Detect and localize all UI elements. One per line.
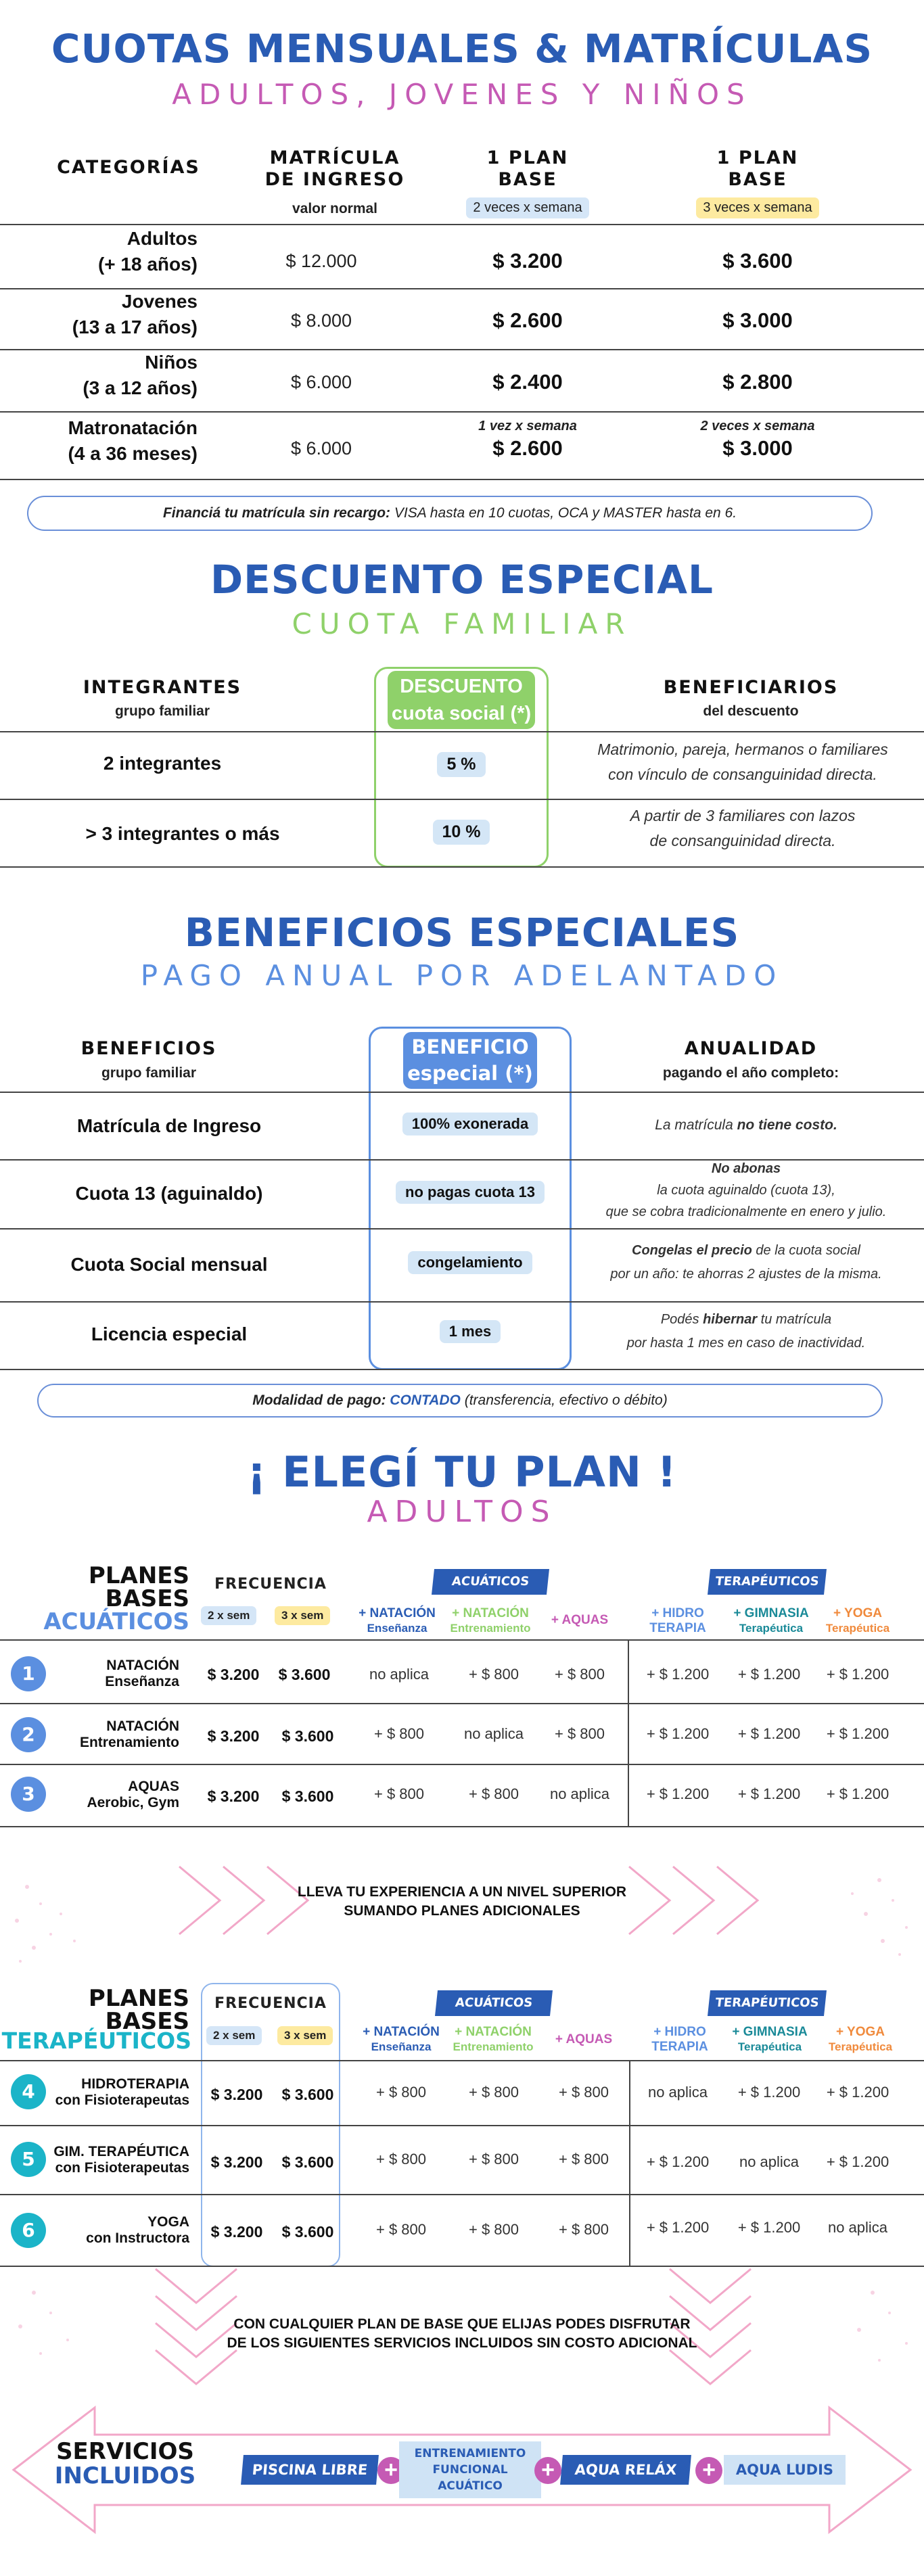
add-head-l1: + NATACIÓN [363,2025,440,2039]
section-subtitle-adultos: ADULTOS [367,1495,557,1529]
addon-price: + $ 1.200 [826,2153,890,2170]
plan-name-l2: con Fisioterapeutas [55,2092,189,2108]
add-natacion-ensenanza [346,1606,448,1636]
addon-price: + $ 1.200 [646,1725,710,1742]
addon-price: + $ 800 [468,2084,519,2101]
col-header-base-3x-l1: 1 PLAN [716,147,799,168]
plan-number-badge: 4 [11,2074,46,2109]
freq-chip-3x: 3 x sem [277,2026,333,2045]
divider [0,731,924,732]
matricula-value: $ 6.000 [290,438,352,459]
plus-icon: + [695,2457,722,2484]
payment-note [37,1384,883,1418]
divider [0,224,924,225]
addon-price: + $ 1.200 [646,2219,710,2236]
page-subtitle: ADULTOS, JOVENES Y NIÑOS [172,78,752,111]
integrantes-row-label: 2 integrantes [103,753,222,774]
desc-part-bold: no tiene costo. [737,1117,837,1133]
col-header-integrantes-sub: grupo familiar [114,703,210,719]
planes-bases-label [27,1987,189,2033]
add-head-l2: Terapéutica [825,1622,890,1635]
addon-price: + $ 800 [558,2151,609,2168]
divider [0,2125,924,2126]
plan-name-l2: con Fisioterapeutas [55,2160,189,2176]
add-head-l2: Terapéutica [737,2040,802,2053]
plan-name [27,1718,179,1751]
benefit-row-label: Licencia especial [91,1324,248,1344]
incluidos-word: INCLUIDOS [54,2462,196,2489]
add-head-l1: + YOGA [836,2025,885,2039]
addon-price: + $ 800 [468,2151,519,2168]
col-header-categories: CATEGORÍAS [57,157,200,178]
addon-price: + $ 1.200 [737,1725,801,1742]
divider [0,866,924,868]
addon-price: no aplica [647,2084,708,2101]
discount-value: 10 % [433,820,490,845]
addon-price: + $ 800 [554,1666,605,1683]
plan-number-badge: 6 [11,2213,46,2248]
benefit-header-l2: especial (*) [407,1062,533,1085]
add-aquas: + AQUAS [551,1613,609,1627]
service-aqua-ludis: AQUA LUDIS [724,2455,846,2485]
plan-name [41,2214,189,2247]
freq-note: 1 vez x semana [478,419,577,434]
divider [0,1092,924,1093]
col-header-base-2x-l1: 1 PLAN [486,147,569,168]
addon-price: + $ 800 [375,2084,426,2101]
anualidad-desc [568,1239,924,1286]
servicios-word: SERVICIOS [56,2438,194,2465]
desc-line: con vínculo de consanguinidad directa. [608,766,877,783]
freq-pill-2x: 2 veces x semana [466,197,588,218]
service-l1: ENTRENAMIENTO [414,2447,526,2460]
base-2x-value: $ 3.200 [492,249,563,273]
addon-price: + $ 1.200 [646,2153,710,2170]
addon-price: + $ 800 [373,1725,424,1742]
addon-price: + $ 800 [468,1666,519,1683]
col-header-anualidad: ANUALIDAD [684,1038,818,1059]
addon-price: no aplica [549,1785,610,1802]
beneficiarios-desc [561,803,924,853]
upgrade-banner [271,1883,653,1921]
category-age: (+ 18 años) [97,254,198,275]
page-title: CUOTAS MENSUALES & MATRÍCULAS [51,26,873,72]
add-head-l1: + GIMNASIA [732,2025,808,2039]
desc-line: A partir de 3 familiares con lazos [630,807,856,824]
add-yoga [810,1606,905,1636]
anualidad-desc [568,1308,924,1355]
plan-name-l1: NATACIÓN [106,1658,179,1673]
plan-number-badge: 3 [11,1777,46,1812]
section-subtitle-beneficios: PAGO ANUAL POR ADELANTADO [140,959,784,992]
planes-word: PLANES [88,1562,189,1589]
divider [0,2060,924,2061]
desc-part: de la cuota social [752,1243,860,1258]
service-entrenamiento-funcional [399,2441,541,2498]
col-header-matricula-l2: DE INGRESO [264,169,405,190]
payment-note-highlight: CONTADO [386,1392,461,1408]
service-piscina-libre: PISCINA LIBRE [241,2455,379,2485]
benefit-value: 1 mes [440,1320,501,1343]
desc-part-bold: hibernar [703,1312,758,1327]
addon-price: + $ 1.200 [826,2084,890,2101]
add-head-l2: Enseñanza [371,2040,432,2053]
acuaticos-badge: ACUÁTICOS [435,1990,553,2016]
add-head-l2: TERAPIA [649,1621,706,1635]
service-aqua-relax: AQUA RELÁX [560,2455,691,2485]
anualidad-desc [568,1158,924,1223]
benefit-header [403,1032,537,1089]
plan-name-l1: YOGA [147,2214,189,2230]
add-head-l1: + HIDRO [651,1606,704,1620]
col-header-base-2x-l2: BASE [498,169,557,190]
included-banner-l2: DE LOS SIGUIENTES SERVICIOS INCLUIDOS SIN COSTO ADICIONAL [227,2335,697,2351]
section-subtitle-descuento: CUOTA FAMILIAR [292,607,632,640]
category-adultos [27,226,198,277]
base-2x-value: $ 2.600 [492,308,563,332]
addon-price: + $ 1.200 [737,2084,801,2101]
plan-name-l2: Enseñanza [105,1674,179,1689]
plan-name [41,2144,189,2176]
add-head-l2: Terapéutica [828,2040,893,2053]
terapeuticos-badge: TERAPÉUTICOS [708,1990,827,2016]
financing-note-bold: Financiá tu matrícula sin recargo: [162,505,391,521]
acuaticos-badge: ACUÁTICOS [432,1569,549,1595]
plan-number-badge: 2 [11,1717,46,1752]
category-name: Niños [145,352,198,373]
freq-chip-2x: 2 x sem [201,1606,256,1625]
divider [0,1826,924,1827]
base-2x-value: $ 2.400 [492,370,563,394]
add-natacion-entrenamiento [438,1606,542,1636]
divider [0,1301,924,1303]
base-3x-value: $ 2.800 [722,370,793,394]
plan-name-l2: Aerobic, Gym [87,1795,179,1810]
addon-price: + $ 1.200 [737,1785,801,1802]
add-natacion-ensenanza [350,2025,452,2055]
down-chevrons-decoration [0,2266,924,2576]
addon-price: + $ 1.200 [646,1666,710,1683]
plan-number-badge: 1 [11,1656,46,1691]
discount-header-l1: DESCUENTO [400,676,523,697]
desc-line: Matrimonio, pareja, hermanos o familiares [597,741,888,758]
addon-price: + $ 800 [375,2151,426,2168]
add-head-l2: Entrenamiento [453,2040,534,2053]
matricula-value: $ 8.000 [290,310,352,331]
terapeuticos-badge: TERAPÉUTICOS [708,1569,827,1595]
add-head-l2: Enseñanza [367,1622,428,1635]
freq-chip-3x: 3 x sem [275,1606,330,1625]
base-3x-value: $ 3.000 [722,308,793,332]
col-header-beneficios-sub: grupo familiar [101,1065,197,1081]
add-hidroterapia [634,1606,722,1636]
addon-price: + $ 800 [468,1785,519,1802]
addon-price: + $ 800 [554,1725,605,1742]
benefit-row-label: Cuota 13 (aguinaldo) [75,1183,263,1204]
divider [0,411,924,413]
price-2x: $ 3.200 [210,2086,263,2103]
benefit-value: congelamiento [408,1251,532,1274]
col-header-beneficiarios-sub: del descuento [703,703,799,719]
plan-number-badge: 5 [11,2142,46,2177]
addon-price: + $ 1.200 [737,2219,801,2236]
add-head-l1: + YOGA [833,1606,882,1620]
divider [0,479,924,480]
addon-price: + $ 800 [558,2084,609,2101]
col-header-matricula-l1: MATRÍCULA [269,147,400,168]
category-age: (13 a 17 años) [72,317,198,337]
add-head-l2: Terapéutica [739,1622,804,1635]
divider [0,1639,924,1641]
price-2x: $ 3.200 [210,2153,263,2171]
desc-line-bold: No abonas [711,1161,781,1176]
divider [0,1228,924,1230]
price-3x: $ 3.600 [281,1787,334,1805]
plan-name-l1: HIDROTERAPIA [81,2076,189,2092]
discount-header-l2: cuota social (*) [391,703,532,724]
col-header-base-3x-l2: BASE [728,169,787,190]
acuaticos-label: ACUÁTICOS [43,1608,189,1635]
addon-price: + $ 800 [558,2221,609,2238]
category-age: (3 a 12 años) [83,377,198,398]
upgrade-banner-l2: SUMANDO PLANES ADICIONALES [344,1903,580,1919]
upgrade-banner-l1: LLEVA TU EXPERIENCIA A UN NIVEL SUPERIOR [297,1884,627,1900]
planes-word: PLANES [88,1985,189,2012]
service-l2: FUNCIONAL [432,2463,508,2477]
discount-value: 5 % [437,752,485,777]
plus-icon: + [377,2457,405,2484]
price-3x: $ 3.600 [278,1666,331,1683]
plan-name-l1: GIM. TERAPÉUTICA [53,2144,189,2159]
category-name: Adultos [126,228,198,249]
addon-price: no aplica [463,1725,524,1742]
add-gimnasia [724,1606,818,1636]
plan-name [41,2076,189,2109]
add-head-l1: + NATACIÓN [359,1606,436,1620]
addon-price: no aplica [827,2219,888,2236]
price-2x: $ 3.200 [210,2223,263,2241]
desc-part: La matrícula [655,1117,737,1133]
payment-note-text: (transferencia, efectivo o débito) [460,1392,668,1408]
frecuencia-label: FRECUENCIA [214,1576,327,1593]
financing-note-text: VISA hasta en 10 cuotas, OCA y MASTER hasta en 6. [390,505,737,521]
price-2x: $ 3.200 [207,1727,260,1745]
addon-price: + $ 1.200 [646,1785,710,1802]
add-head-l1: + NATACIÓN [452,1606,529,1620]
bases-word: BASES [105,1585,189,1612]
freq-note: 2 veces x semana [700,419,815,434]
desc-line: la cuota aguinaldo (cuota 13), [657,1183,835,1198]
add-yoga [813,2025,908,2055]
included-banner-l1: CON CUALQUIER PLAN DE BASE QUE ELIJAS PODES DISFRUTAR [233,2316,691,2332]
plan-name-l2: con Instructora [86,2230,189,2246]
addon-price: + $ 800 [375,2221,426,2238]
base-3x-value: $ 3.000 [722,436,793,460]
addon-price: + $ 1.200 [826,1785,890,1802]
base-3x-value: $ 3.600 [722,249,793,273]
addon-price: + $ 800 [468,2221,519,2238]
benefit-value: 100% exonerada [402,1113,538,1135]
category-matronatacion [27,415,198,467]
col-header-anualidad-sub: pagando el año completo: [662,1065,839,1081]
terapeuticos-label: TERAPÉUTICOS [1,2028,191,2054]
add-gimnasia [722,2025,817,2055]
category-age: (4 a 36 meses) [68,443,198,464]
divider [0,1764,924,1765]
plan-name-l2: Entrenamiento [79,1735,179,1750]
matricula-value: $ 12.000 [285,251,357,271]
desc-part: tu matrícula [757,1312,832,1327]
category-name: Jovenes [121,291,198,312]
desc-part: Podés [660,1312,703,1327]
col-header-beneficios: BENEFICIOS [80,1038,217,1059]
col-header-base-3x [663,147,852,191]
add-hidroterapia [636,2025,724,2055]
matricula-value: $ 6.000 [290,372,352,392]
col-header-base-2x [433,147,622,191]
freq-pill-3x: 3 veces x semana [696,197,818,218]
plan-name [41,1779,179,1811]
addon-price: + $ 1.200 [826,1725,890,1742]
frecuencia-label: FRECUENCIA [214,1995,327,2012]
discount-header [388,671,535,729]
bases-word: BASES [105,2008,189,2035]
price-3x: $ 3.600 [281,2086,334,2103]
category-ninos [27,350,198,401]
desc-line: por hasta 1 mes en caso de inactividad. [626,1336,866,1351]
add-natacion-entrenamiento [441,2025,545,2055]
section-title-descuento: DESCUENTO ESPECIAL [210,557,714,603]
benefit-row-label: Cuota Social mensual [70,1254,268,1275]
financing-note [27,496,873,531]
add-head-l1: + NATACIÓN [455,2025,532,2039]
divider [0,1703,924,1704]
add-head-l1: + HIDRO [653,2025,706,2039]
plus-icon: + [534,2457,561,2484]
price-3x: $ 3.600 [281,2153,334,2171]
desc-line: que se cobra tradicionalmente en enero y julio. [605,1204,887,1219]
price-3x: $ 3.600 [281,1727,334,1745]
benefit-row-label: Matrícula de Ingreso [76,1115,262,1136]
addon-price: no aplica [369,1666,430,1683]
price-2x: $ 3.200 [207,1666,260,1683]
col-header-matricula-sub: valor normal [292,201,378,216]
benefit-header-l1: BENEFICIO [411,1035,529,1058]
vertical-divider [629,2060,630,2267]
servicios-incluidos-label [27,2439,223,2488]
addon-price: no aplica [739,2153,800,2170]
desc-part-bold: Congelas el precio [632,1243,752,1258]
planes-bases-label [27,1564,189,1610]
addon-price: + $ 1.200 [826,1666,890,1683]
divider [0,799,924,800]
plan-name-l1: NATACIÓN [106,1718,179,1734]
col-header-matricula [244,147,426,191]
desc-line: de consanguinidad directa. [649,832,836,849]
addon-price: + $ 1.200 [737,1666,801,1683]
payment-note-bold: Modalidad de pago: [252,1392,386,1408]
section-title-beneficios: BENEFICIOS ESPECIALES [184,910,740,956]
benefit-value: no pagas cuota 13 [396,1181,545,1204]
divider [0,2194,924,2195]
freq-chip-2x: 2 x sem [206,2026,262,2045]
col-header-beneficiarios: BENEFICIARIOS [663,677,839,698]
plan-name-l1: AQUAS [128,1779,179,1794]
add-aquas: + AQUAS [555,2032,613,2046]
price-2x: $ 3.200 [207,1787,260,1805]
vertical-divider [628,1639,629,1827]
price-3x: $ 3.600 [281,2223,334,2241]
divider [0,1369,924,1370]
category-name: Matronatación [68,417,198,438]
anualidad-desc [568,1113,924,1138]
add-head-l1: + GIMNASIA [733,1606,809,1620]
service-l3: ACUÁTICO [438,2479,503,2493]
addon-price: + $ 800 [373,1785,424,1802]
plan-name [41,1658,179,1690]
section-title-elegi: ¡ ELEGÍ TU PLAN ! [247,1447,677,1497]
beneficiarios-desc [561,737,924,787]
integrantes-row-label: > 3 integrantes o más [85,823,280,844]
col-header-integrantes: INTEGRANTES [83,677,242,698]
category-jovenes [27,289,198,340]
desc-line: por un año: te ahorras 2 ajustes de la misma. [610,1267,882,1282]
add-head-l2: Entrenamiento [450,1622,531,1635]
add-head-l2: TERAPIA [651,2040,708,2054]
base-2x-value: $ 2.600 [492,436,563,460]
included-banner [203,2315,721,2353]
